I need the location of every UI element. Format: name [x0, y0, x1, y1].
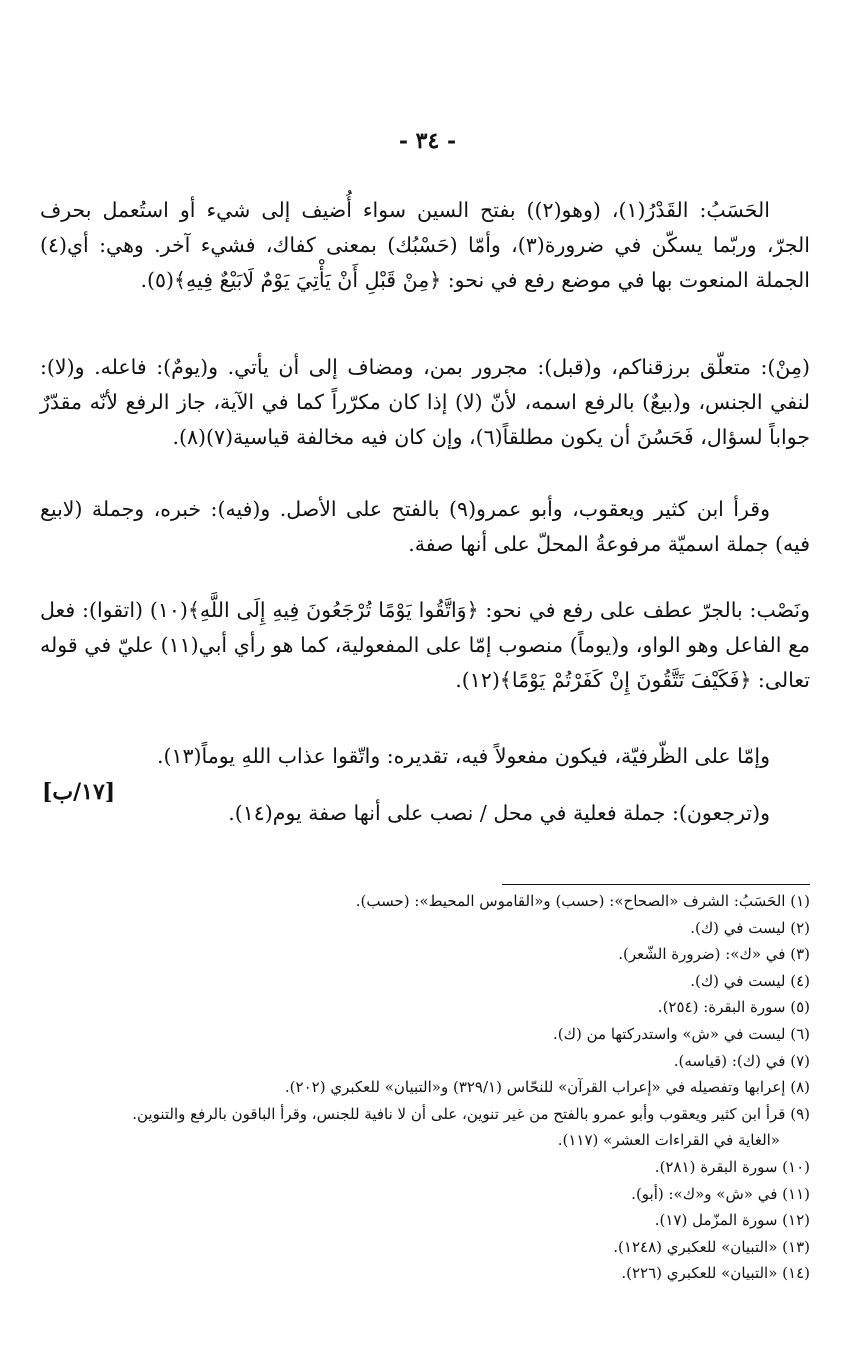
footnote-10: (١٠) سورة البقرة (٢٨١). — [654, 1157, 810, 1176]
footnote-6: (٦) ليست في «ش» واستدركتها من (ك). — [553, 1024, 810, 1043]
paragraph-zarfiyya: وإمّا على الظّرفيّة، فيكون مفعولاً فيه، تقديره: واتّقوا عذاب اللهِ يوماً(١٣). — [156, 743, 770, 768]
footnote-14: (١٤) «التبيان» للعكبري (٢٢٦). — [621, 1264, 810, 1283]
paragraph-readings: وقرأ ابن كثير ويعقوب، وأبو عمرو(٩) بالفتح على الأصل. و(فيه): خبره، وجملة (لابيع فيه) جملة اسميّة مرفوعةُ المحلّ على أنها صفة. — [40, 496, 810, 556]
footnote-11: (١١) في «ش» و«ك»: (أبو). — [631, 1184, 810, 1203]
footnotes-section — [40, 888, 810, 1287]
footnote-13: (١٣) «التبيان» للعكبري (١٢٤٨). — [613, 1237, 810, 1256]
footnote-9-continuation: «الغاية في القراءات العشر» (١١٧). — [557, 1131, 780, 1150]
paragraph-turjaun: و(ترجعون): جملة فعلية في محل / نصب على أنها صفة يوم(١٤). — [228, 800, 770, 825]
folio-marker: [١٧/ب] — [42, 779, 116, 805]
footnote-2: (٢) ليست في (ك). — [690, 918, 810, 937]
page-number: - ٣٤ - — [398, 128, 457, 154]
footnote-5: (٥) سورة البقرة: (٢٥٤). — [657, 998, 810, 1017]
footnote-9: (٩) قرأ ابن كثير ويعقوب وأبو عمرو بالفتح من غير تنوين، على أن لا نافية للجنس، وقرأ الباقون بالرفع والتنوين. — [132, 1104, 810, 1123]
paragraph-hasab-definition: الحَسَبُ: القَدْرُ(١)، (وهو(٢)) بفتح السين سواء أُضيف إلى شيء أو استُعمل بحرف الجرّ، وربّما يسكّن في ضرورة(٣)، وأمّا (حَسْبُك) بمعنى كفاك، فشيء آخر. وهي: أي(٤) الجملة المنعوت بها في موضع رفع في نحو: ﴿مِنْ قَبْلِ أَنْ يَأْتِيَ يَوْمٌ لَابَيْعٌ فِيهِ﴾(٥). — [40, 197, 810, 292]
footnote-1: (١) الحَسَبُ: الشرف «الصحاح»: (حسب) و«القاموس المحيط»: (حسب). — [355, 892, 810, 910]
footnote-4: (٤) ليست في (ك). — [690, 971, 810, 990]
footnote-8: (٨) إعرابها وتفصيله في «إعراب القرآن» للنحّاس (٣٢٩/١) و«التبيان» للعكبري (٢٠٢). — [284, 1078, 810, 1097]
paragraph-min-analysis: (مِنْ): متعلّق برزقناكم، و(قبل): مجرور بمن، ومضاف إلى أن يأتي. و(يومٌ): فاعله. و(لا): لنفي الجنس، و(بيعٌ) بالرفع اسمه، لأنّ (لا) إذا كان مكرّراً كما في الآية، جاز الرفع لأنّه مقدّرٌ جواباً لسؤال، فَحَسُنَ أن يكون مطلقاً(٦)، وإن كان فيه مخالفة قياسية(٧)(٨). — [40, 354, 810, 449]
footnote-divider — [502, 884, 810, 885]
footnote-7: (٧) في (ك): (قياسه). — [673, 1051, 810, 1070]
footnote-12: (١٢) سورة المزّمل (١٧). — [654, 1211, 810, 1230]
paragraph-nasb: ونَصْب: بالجرّ عطف على رفع في نحو: ﴿وَاتَّقُوا يَوْمًا تُرْجَعُونَ فِيهِ إِلَى اللَّهِ﴾(١٠) (اتقوا): فعل مع الفاعل وهو الواو، و(يوماً) منصوب إمّا على المفعولية، كما هو رأي أبي(١١) عليّ في قوله تعالى: ﴿فَكَيْفَ تَتَّقُونَ إِنْ كَفَرْتُمْ يَوْمًا﴾(١٢). — [40, 597, 811, 692]
footnote-3: (٣) في «ك»: (ضرورة الشّعر). — [618, 945, 810, 964]
